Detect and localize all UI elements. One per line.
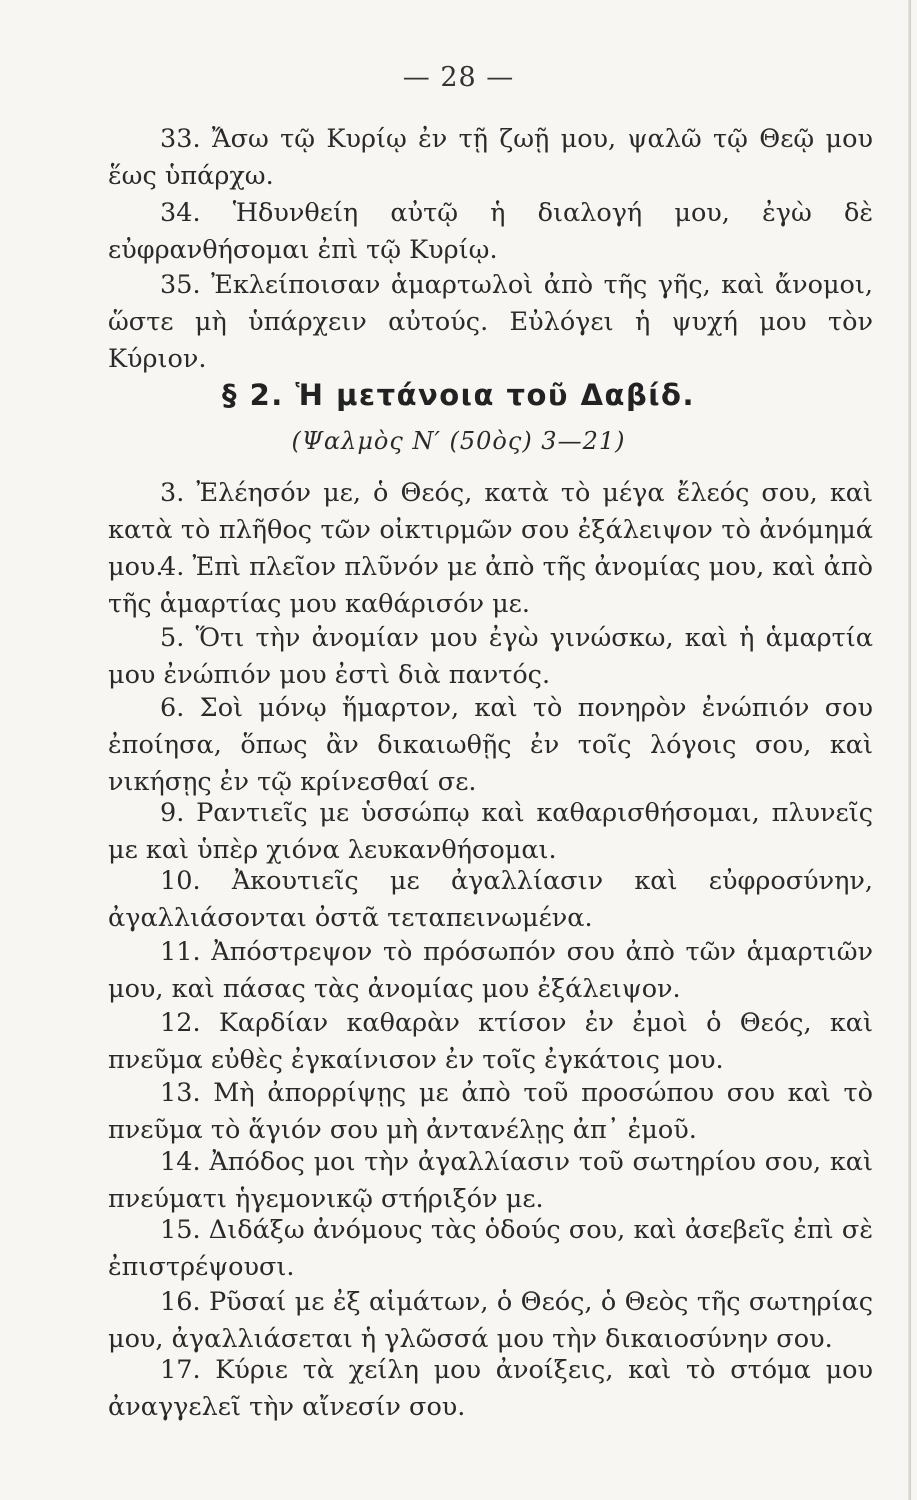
verse-14: 14. Ἀπόδος μοι τὴν ἀγαλλίασιν τοῦ σωτηρίου σου, καὶ πνεύματι ἡγεμονικῷ στήριξόν με.	[108, 1147, 873, 1214]
page-number: — 28 —	[402, 62, 515, 93]
page-edge	[908, 0, 911, 1500]
verse-12: 12. Καρδίαν καθαρὰν κτίσον ἐν ἐμοὶ ὁ Θεός, καὶ πνεῦμα εὐθὲς ἐγκαίνισον ἐν τοῖς ἐγκάτοις μου.	[108, 1008, 873, 1075]
verse-35: 35. Ἐκλείποισαν ἁμαρτωλοὶ ἀπὸ τῆς γῆς, καὶ ἄνομοι, ὥστε μὴ ὑπάρχειν αὐτούς. Εὐλόγει ἡ ψυχή μου τὸν Κύριον.	[108, 270, 873, 374]
verse-13: 13. Μὴ ἀπορρίψῃς με ἀπὸ τοῦ προσώπου σου καὶ τὸ πνεῦμα τὸ ἅγιόν σου μὴ ἀντανέλῃς ἀπ᾿ ἐμοῦ.	[108, 1078, 873, 1145]
verse-17: 17. Κύριε τὰ χείλη μου ἀνοίξεις, καὶ τὸ στόμα μου ἀναγγελεῖ τὴν αἴνεσίν σου.	[108, 1355, 873, 1422]
verse-34: 34. Ἡδυνθείη αὐτῷ ἡ διαλογή μου, ἐγὼ δὲ εὐφρανθήσομαι ἐπὶ τῷ Κυρίῳ.	[108, 198, 873, 265]
verse-4: 4. Ἐπὶ πλεῖον πλῦνόν με ἀπὸ τῆς ἀνομίας μου, καὶ ἀπὸ τῆς ἁμαρτίας μου καθάρισόν με.	[108, 552, 873, 619]
section-title: § 2. Ἡ μετάνοια τοῦ Δαβίδ.	[222, 378, 695, 412]
verse-5: 5. Ὅτι τὴν ἀνομίαν μου ἐγὼ γινώσκω, καὶ ἡ ἁμαρτία μου ἐνώπιόν μου ἐστὶ διὰ παντός.	[108, 623, 873, 690]
verse-6: 6. Σοὶ μόνῳ ἥμαρτον, καὶ τὸ πονηρὸν ἐνώπιόν σου ἐποίησα, ὅπως ἂν δικαιωθῇς ἐν τοῖς λόγοις σου, καὶ νικήσῃς ἐν τῷ κρίνεσθαί σε.	[108, 693, 873, 797]
verse-33: 33. Ἄσω τῷ Κυρίῳ ἐν τῇ ζωῇ μου, ψαλῶ τῷ Θεῷ μου ἕως ὑπάρχω.	[108, 124, 873, 191]
verse-16: 16. Ρῦσαί με ἐξ αἱμάτων, ὁ Θεός, ὁ Θεὸς τῆς σωτηρίας μου, ἀγαλλιάσεται ἡ γλῶσσά μου τὴν δικαιοσύνην σου.	[108, 1287, 873, 1354]
verse-15: 15. Διδάξω ἀνόμους τὰς ὁδούς σου, καὶ ἀσεβεῖς ἐπὶ σὲ ἐπιστρέψουσι.	[108, 1215, 873, 1282]
verse-10: 10. Ἀκουτιεῖς με ἀγαλλίασιν καὶ εὐφροσύνην, ἀγαλλιάσονται ὀστᾶ τεταπεινωμένα.	[108, 866, 873, 933]
verse-11: 11. Ἀπόστρεψον τὸ πρόσωπόν σου ἀπὸ τῶν ἁμαρτιῶν μου, καὶ πάσας τὰς ἀνομίας μου ἐξάλειψον.	[108, 937, 873, 1004]
verse-9: 9. Ραντιεῖς με ὑσσώπῳ καὶ καθαρισθήσομαι, πλυνεῖς με καὶ ὑπὲρ χιόνα λευκανθήσομαι.	[108, 798, 873, 865]
psalm-reference: (Ψαλμὸς Ν′ (50ὸς) 3—21)	[291, 427, 626, 455]
verse-3: 3. Ἐλέησόν με, ὁ Θεός, κατὰ τὸ μέγα ἔλεός σου, καὶ κατὰ τὸ πλῆθος τῶν οἰκτιρμῶν σου ἐξάλειψον τὸ ἀνόμημά μου.	[108, 478, 873, 582]
